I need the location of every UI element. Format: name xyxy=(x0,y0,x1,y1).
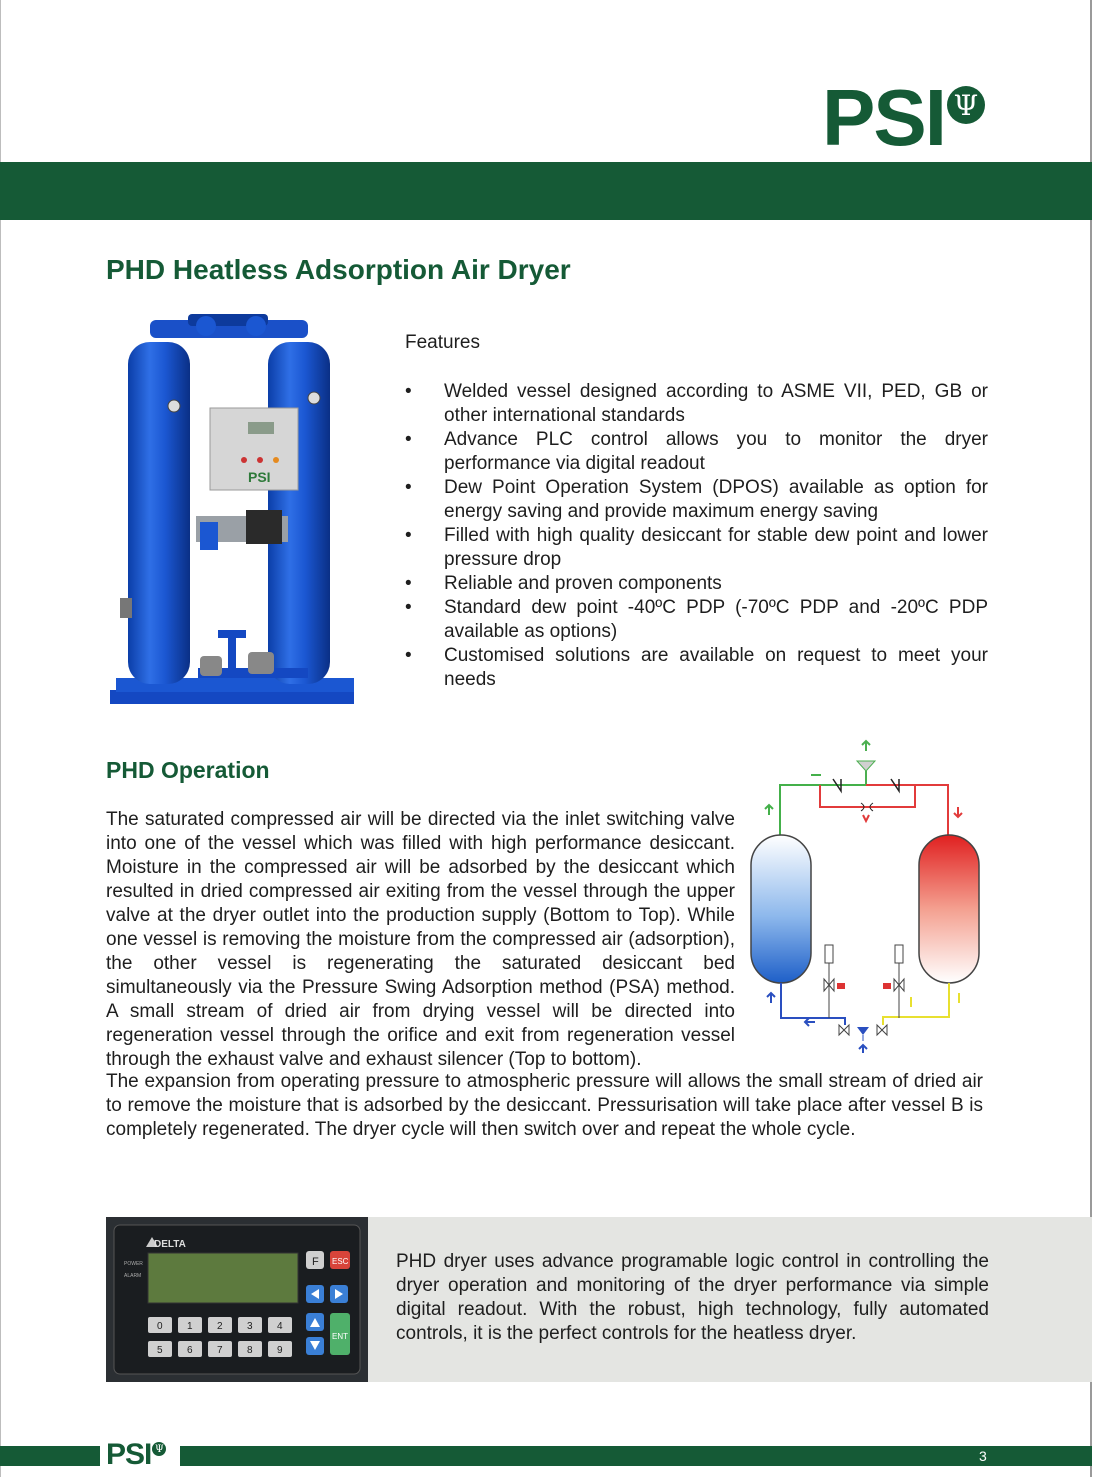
footer-psi-logo xyxy=(100,1437,180,1473)
plc-key: 0 xyxy=(157,1321,163,1332)
plc-key: 1 xyxy=(187,1321,193,1332)
plc-key: 3 xyxy=(247,1321,253,1332)
plc-description: PHD dryer uses advance programable logic control in controlling the dryer operation and monitoring of the dryer performance via simple digital readout. With the robust, high technology, fully automated controls, it is the perfect controls for the heatless dryer. xyxy=(396,1251,989,1344)
plc-key: 2 xyxy=(217,1321,223,1332)
psi-logo-mark-icon: Ψ xyxy=(947,86,985,124)
svg-text:PSI: PSI xyxy=(248,469,271,485)
features-list xyxy=(405,380,988,692)
feature-item: • Customised solutions are available on request to meet your needs xyxy=(405,644,988,692)
plc-power-label: POWER xyxy=(124,1261,143,1267)
feature-item: • Dew Point Operation System (DPOS) available as option for energy saving and provide maximum energy saving xyxy=(405,476,988,524)
page-title: PHD Heatless Adsorption Air Dryer xyxy=(106,254,571,285)
footer-logo-text: PSI xyxy=(106,1438,152,1471)
psa-flow-diagram xyxy=(745,735,990,1065)
feature-item: • Welded vessel designed according to ASME VII, PED, GB or other international standards xyxy=(405,380,988,428)
plc-key: 5 xyxy=(157,1345,163,1356)
feature-item: • Reliable and proven components xyxy=(405,572,988,596)
plc-key: 6 xyxy=(187,1345,193,1356)
plc-key: 4 xyxy=(277,1321,283,1332)
operation-paragraph-2: The expansion from operating pressure to atmospheric pressure will allows the small stream of dried air to remove the moisture that is adsorbed by the desiccant. Pressurisation will take place after vessel B is completely regenerated. The dryer cycle will then switch over and repeat the whole cycle. xyxy=(106,1071,983,1140)
plc-key-ent: ENT xyxy=(332,1332,348,1341)
dryer-product-image xyxy=(108,312,358,714)
header-band xyxy=(0,162,1092,220)
plc-key: 8 xyxy=(247,1345,253,1356)
plc-key-esc: ESC xyxy=(332,1257,349,1266)
feature-item: • Filled with high quality desiccant for stable dew point and lower pressure drop xyxy=(405,524,988,572)
plc-key: 7 xyxy=(217,1345,223,1356)
feature-item: • Advance PLC control allows you to monitor the dryer performance via digital readout xyxy=(405,428,988,476)
plc-key-f: F xyxy=(312,1256,319,1268)
plc-alarm-label: ALARM xyxy=(124,1273,142,1279)
page-number: 3 xyxy=(979,1448,987,1464)
footer-logo-mark-icon: Ψ xyxy=(152,1442,166,1456)
feature-item: • Standard dew point -40ºC PDP (-70ºC PDP and -20ºC PDP available as options) xyxy=(405,596,988,644)
operation-paragraph-1: The saturated compressed air will be directed via the inlet switching valve into one of the vessel which was filled with high performance desiccant. Moisture in the compressed air will be adsorbed by the desiccant which resulted in dried compressed air exiting from the vessel through the upper valve at the dryer outlet into the production supply (Bottom to Top). While one vessel is removing the moisture from the compressed air (adsorption), the other vessel is regenerating the saturated desiccant bed simultaneously via the Pressure Swing Adsorption method (PSA) method. A small stream of dried air from drying vessel will be directed into regeneration vessel through the orifice and exit from regeneration vessel through the exhaust valve and exhaust silencer (Top to bottom). xyxy=(106,809,735,1070)
features-heading: Features xyxy=(405,332,480,353)
psi-logo xyxy=(822,73,985,162)
plc-controller-image xyxy=(106,1217,368,1382)
operation-heading: PHD Operation xyxy=(106,757,270,783)
plc-brand-label: DELTA xyxy=(154,1239,186,1250)
psi-logo-text: PSI xyxy=(822,73,945,162)
plc-key: 9 xyxy=(277,1345,283,1356)
